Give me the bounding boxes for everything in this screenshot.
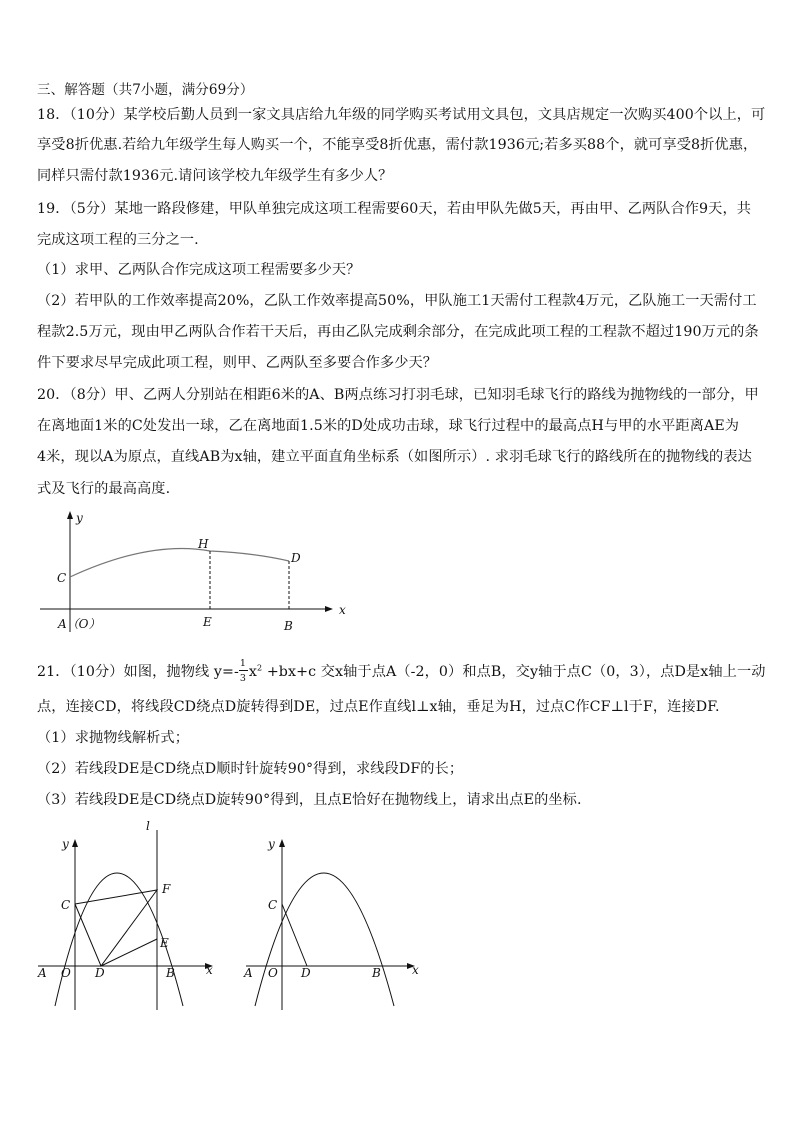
q18-line-1: 18．（10分）某学校后勤人员到一家文具店给九年级的同学购买考试用文具包，文具店规定一次购买400个以上，可 xyxy=(37,107,766,123)
q19-part-2-line-1: （2）若甲队的工作效率提高20%，乙队工作效率提高50%，甲队施工1天需付工程款4万元，乙队施工一天需付工 xyxy=(37,293,757,309)
q21f2-segment-CD xyxy=(282,904,307,966)
q21-line-1-suffix: +bx+c 交x轴于点A（-2，0）和点B，交y轴于点C（0，3），点D是x轴上一动 xyxy=(262,664,766,680)
q19-line-1: 19．（5分）某地一路段修建，甲队单独完成这项工程需要60天，若由甲队先做5天，再由甲、乙两队合作9天，共 xyxy=(37,201,752,217)
q21f2-y-axis-arrow xyxy=(279,839,285,847)
q21f1-label-F: F xyxy=(162,882,171,896)
q19-part-2-line-3: 件下要求尽早完成此项工程，则甲、乙两队至多要合作多少天？ xyxy=(37,355,438,371)
q18-line-2: 享受8折优惠.若给九年级学生每人购买一个，不能享受8折优惠，需付款1936元;若多买88个，就可享受8折优惠， xyxy=(37,137,758,153)
q19-line-2: 完成这项工程的三分之一. xyxy=(37,232,199,248)
q19-part-1: （1）求甲、乙两队合作完成这项工程需要多少天？ xyxy=(37,262,361,278)
q20-line-2: 在离地面1米的C处发出一球，乙在离地面1.5米的D处成功击球，球飞行过程中的最高点H与甲的水平距离AE为 xyxy=(37,418,740,434)
q21f2-label-O: O xyxy=(268,966,278,980)
q21-fraction-numerator: 1 xyxy=(239,658,247,669)
q19-part-2-line-2: 程款2.5万元，现由甲乙两队合作若干天后，再由乙队完成剩余部分，在完成此项工程的工程款不超过190万元的条 xyxy=(37,324,759,340)
q21f1-label-y: y xyxy=(62,837,69,851)
q21-part-3: （3）若线段DE是CD绕点D旋转90°得到，且点E恰好在抛物线上，请求出点E的坐标. xyxy=(37,792,582,808)
q21-line-1-prefix: 21．（10分）如图，抛物线 y=- xyxy=(37,664,239,680)
q21-part-2: （2）若线段DE是CD绕点D顺时针旋转90°得到，求线段DF的长； xyxy=(37,761,464,777)
q21f2-label-C: C xyxy=(268,898,278,912)
q21f1-label-B: B xyxy=(166,966,175,980)
q21f2-label-B: B xyxy=(372,966,381,980)
q21f1-label-C: C xyxy=(61,898,71,912)
section-heading: 三、解答题（共7小题，满分69分） xyxy=(37,82,254,98)
q20-label-y: y xyxy=(76,511,83,525)
q20-line-4: 式及飞行的最高高度. xyxy=(37,481,171,497)
q21f2-label-A: A xyxy=(244,966,253,980)
q21f2-label-y: y xyxy=(268,837,275,851)
q20-label-origin: A（O） xyxy=(58,617,101,631)
q21f1-label-A: A xyxy=(38,966,47,980)
q21f1-label-l: l xyxy=(146,819,150,833)
q21f2-label-D: D xyxy=(301,966,311,980)
q21f1-label-E: E xyxy=(160,936,169,950)
q21-line-2: 点，连接CD，将线段CD绕点D旋转得到DE，过点E作直线l⊥x轴，垂足为H，过点C作CF⊥l于F，连接DF. xyxy=(37,699,720,715)
q18-line-3: 同样只需付款1936元.请问该学校九年级学生有多少人？ xyxy=(37,168,393,184)
q21-part-1: （1）求抛物线解析式； xyxy=(37,730,190,746)
q20-label-E: E xyxy=(203,615,212,629)
q20-label-D: D xyxy=(291,551,301,565)
q21-exponent: 2 xyxy=(257,663,263,673)
q20-label-H: H xyxy=(198,537,209,551)
q20-label-C: C xyxy=(57,571,67,585)
q21-fraction-denominator: 3 xyxy=(239,673,247,684)
q21f2-label-x: x xyxy=(412,963,419,977)
q21f2-parabola xyxy=(255,873,394,1006)
q21f1-label-x: x xyxy=(206,963,213,977)
q21f1-label-D: D xyxy=(95,966,105,980)
q21f1-label-O: O xyxy=(61,966,71,980)
q20-line-1: 20．（8分）甲、乙两人分别站在相距6米的A、B两点练习打羽毛球，已知羽毛球飞行的路线为抛物线的一部分，甲 xyxy=(37,387,759,403)
q20-line-3: 4米，现以A为原点，直线AB为x轴，建立平面直角坐标系（如图所示）. 求羽毛球飞行的路线所在的抛物线的表达 xyxy=(37,449,752,465)
q20-label-B: B xyxy=(284,619,293,633)
q20-label-x: x xyxy=(339,603,346,617)
q21-line-1-x: x xyxy=(248,664,257,680)
